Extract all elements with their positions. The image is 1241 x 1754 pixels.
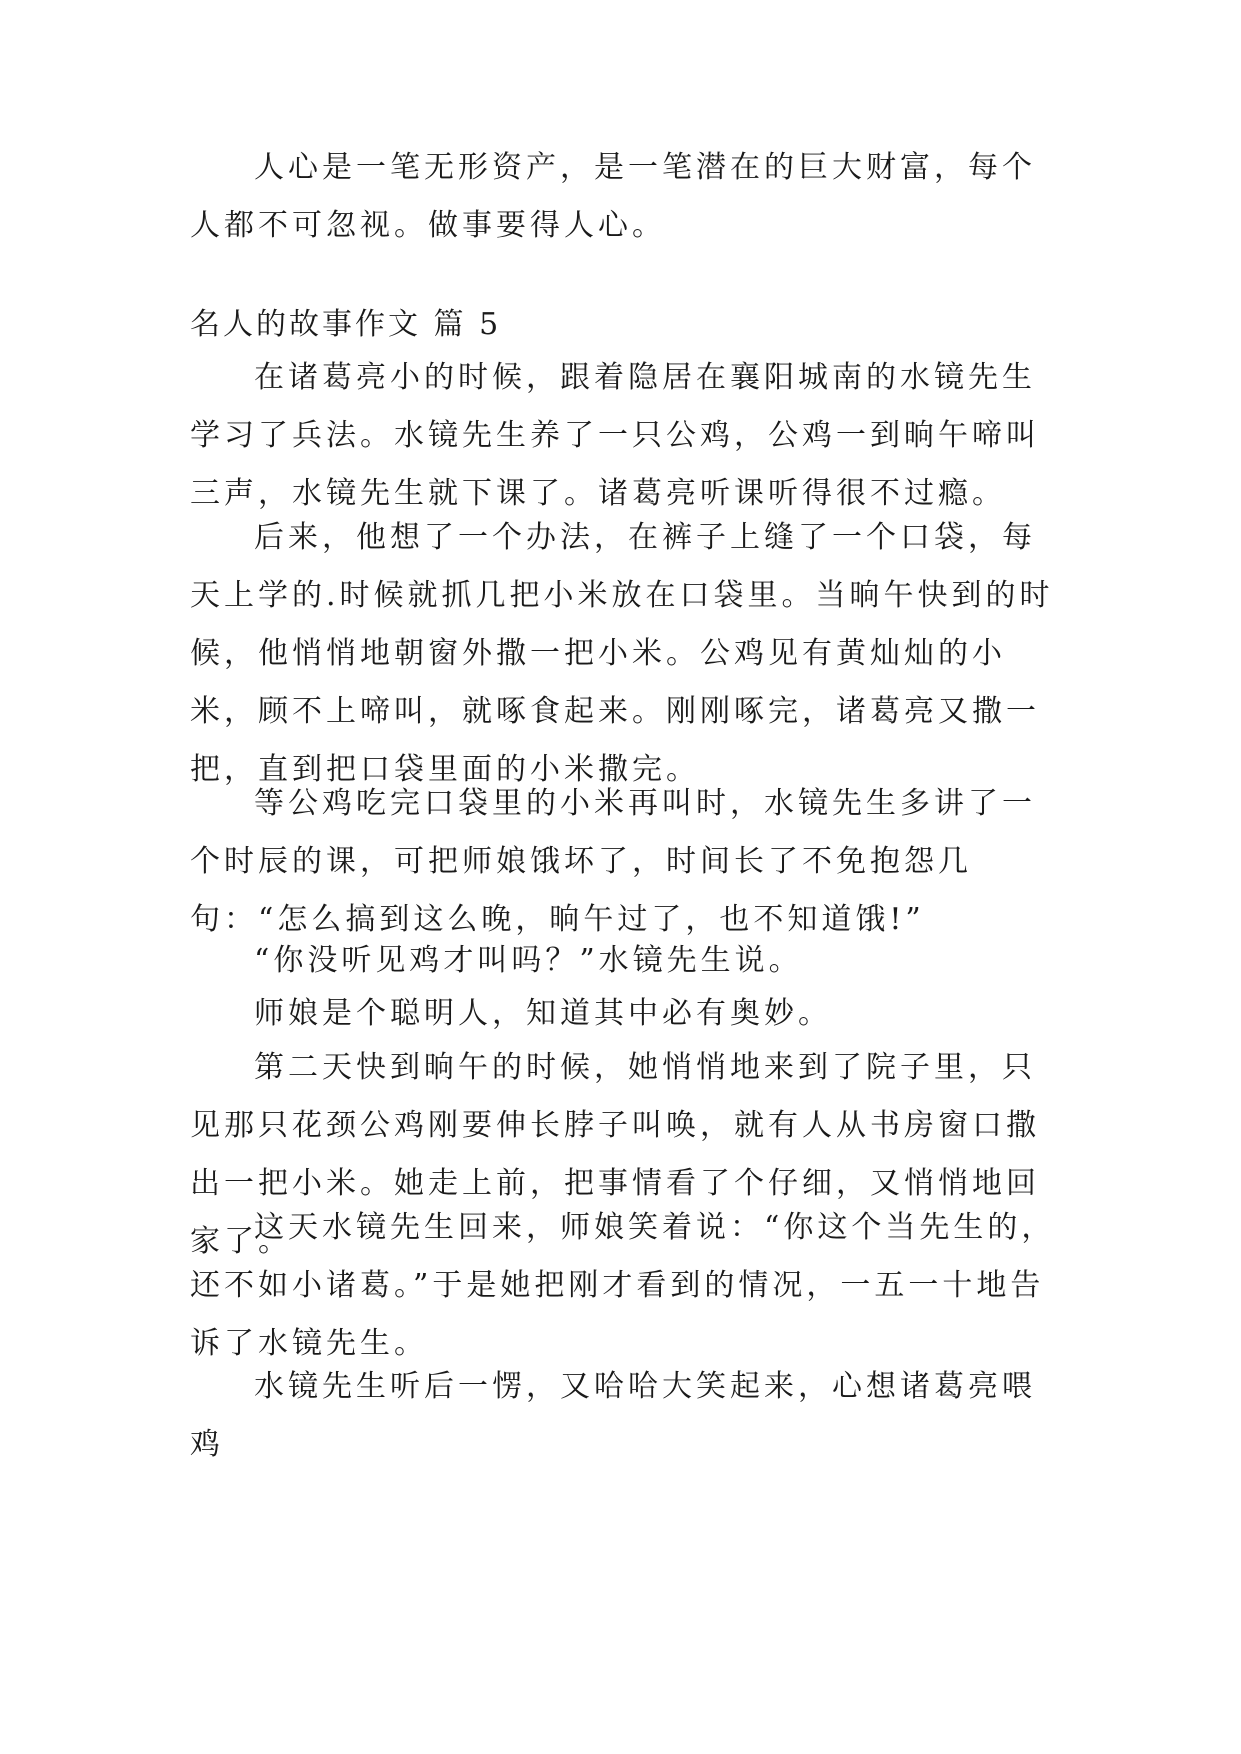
- paragraph-6: 师娘是个聪明人，知道其中必有奥妙。: [254, 996, 832, 1031]
- paragraph-3: 后来，他想了一个办法，在裤子上缝了一个口袋，每天上学的.时候就抓几把小米放在口袋里。当晌午快到的时候，他悄悄地朝窗外撒一把小米。公鸡见有黄灿灿的小米，顾不上啼叫，就啄食起来。刚刚啄完，诸葛亮又撒一把，直到把口袋里面的小米撒完。: [190, 520, 1054, 787]
- paragraph-8: 这天水镜先生回来，师娘笑着说：“你这个当先生的，还不如小诸葛。”于是她把刚才看到的情况，一五一十地告诉了水镜先生。: [190, 1210, 1056, 1361]
- paragraph-2: 在诸葛亮小的时候，跟着隐居在襄阳城南的水镜先生学习了兵法。水镜先生养了一只公鸡，公鸡一到晌午啼叫三声，水镜先生就下课了。诸葛亮听课听得很不过瘾。: [190, 360, 1040, 511]
- paragraph-4: 等公鸡吃完口袋里的小米再叫时，水镜先生多讲了一个时辰的课，可把师娘饿坏了，时间长了不免抱怨几句：“怎么搞到这么晚，晌午过了，也不知道饿!”: [190, 786, 1036, 937]
- section-heading: 名人的故事作文 篇 5: [190, 307, 502, 342]
- paragraph-9: 水镜先生听后一愣，又哈哈大笑起来，心想诸葛亮喂鸡: [190, 1369, 1036, 1462]
- paragraph-5: “你没听见鸡才叫吗？”水镜先生说。: [254, 943, 803, 978]
- paragraph-1: 人心是一笔无形资产，是一笔潜在的巨大财富，每个人都不可忽视。做事要得人心。: [190, 150, 1036, 243]
- paragraph-7: 第二天快到晌午的时候，她悄悄地来到了院子里，只见那只花颈公鸡刚要伸长脖子叫唤，就有人从书房窗口撒出一把小米。她走上前，把事情看了个仔细，又悄悄地回家了。: [190, 1050, 1040, 1259]
